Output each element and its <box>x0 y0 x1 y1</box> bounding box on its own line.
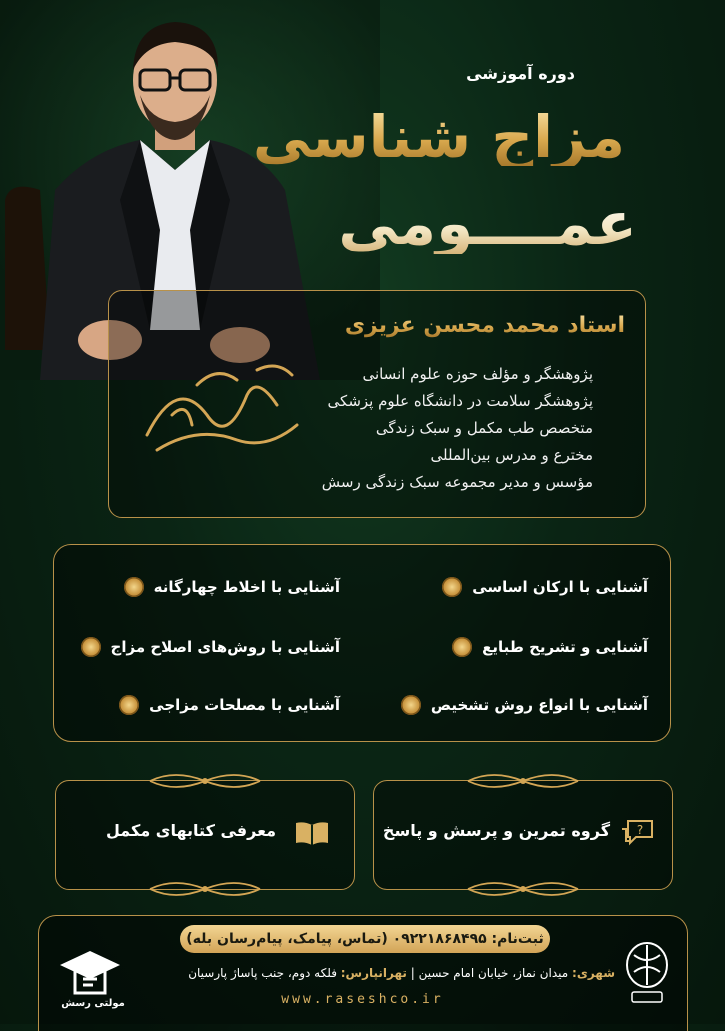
rasesh-logo-icon <box>622 940 672 1010</box>
logo-left-text: مولتی رسش <box>61 998 125 1009</box>
medal-icon <box>119 695 139 715</box>
bio-item: مخترع و مدرس بین‌المللی <box>430 446 593 464</box>
course-title-line2: عمــــومی <box>338 189 637 259</box>
bio-item: متخصص طب مکمل و سبک زندگی <box>375 419 593 437</box>
svg-text:?: ? <box>636 823 644 837</box>
books-label: معرفی کتابهای مکمل <box>106 821 276 840</box>
topic-item: آشنایی با اخلاط چهارگانه <box>124 577 340 597</box>
website-link[interactable]: www.raseshco.ir <box>281 992 444 1007</box>
address-line: شهری: میدان نماز، خیابان امام حسین | تهرانپارس: فلکه دوم، جنب پاساژ پارسیان <box>188 966 615 980</box>
medal-icon <box>442 577 462 597</box>
course-title-line1: مزاج شناسی <box>252 103 625 171</box>
medal-icon <box>81 637 101 657</box>
instructor-bio-box <box>108 290 646 518</box>
ornament-icon <box>145 769 265 793</box>
ornament-icon <box>463 877 583 901</box>
course-label: دوره آموزشی <box>466 64 575 83</box>
registration-pill: ثبت‌نام: ۰۹۲۲۱۸۶۸۴۹۵ (تماس، پیامک، پیام‌رسان بله) <box>180 925 550 953</box>
topic-item: آشنایی و تشریح طبایع <box>452 637 648 657</box>
medal-icon <box>452 637 472 657</box>
topic-item: آشنایی با انواع روش تشخیص <box>401 695 648 715</box>
topics-box <box>53 544 671 742</box>
instructor-name: استاد محمد محسن عزیزی <box>344 313 625 338</box>
medal-icon <box>401 695 421 715</box>
signature-icon <box>137 355 307 465</box>
chat-question-icon <box>620 819 654 847</box>
topic-item: آشنایی با مصلحات مزاجی <box>119 695 340 715</box>
bio-item: پژوهشگر و مؤلف حوزه علوم انسانی <box>362 365 593 383</box>
qa-group-label: گروه تمرین و پرسش و پاسخ <box>382 821 610 840</box>
ornament-icon <box>145 877 265 901</box>
medal-icon <box>124 577 144 597</box>
topic-item: آشنایی با ارکان اساسی <box>442 577 648 597</box>
ornament-icon <box>463 769 583 793</box>
open-book-icon <box>294 819 330 847</box>
instructor-bio-list <box>322 361 593 496</box>
qa-group-feature <box>373 780 673 890</box>
bio-item: پژوهشگر سلامت در دانشگاه علوم پزشکی <box>327 392 593 410</box>
topic-item: آشنایی با روش‌های اصلاح مزاج <box>81 637 340 657</box>
bio-item: مؤسس و مدیر مجموعه سبک زندگی رسش <box>321 473 593 491</box>
books-feature <box>55 780 355 890</box>
